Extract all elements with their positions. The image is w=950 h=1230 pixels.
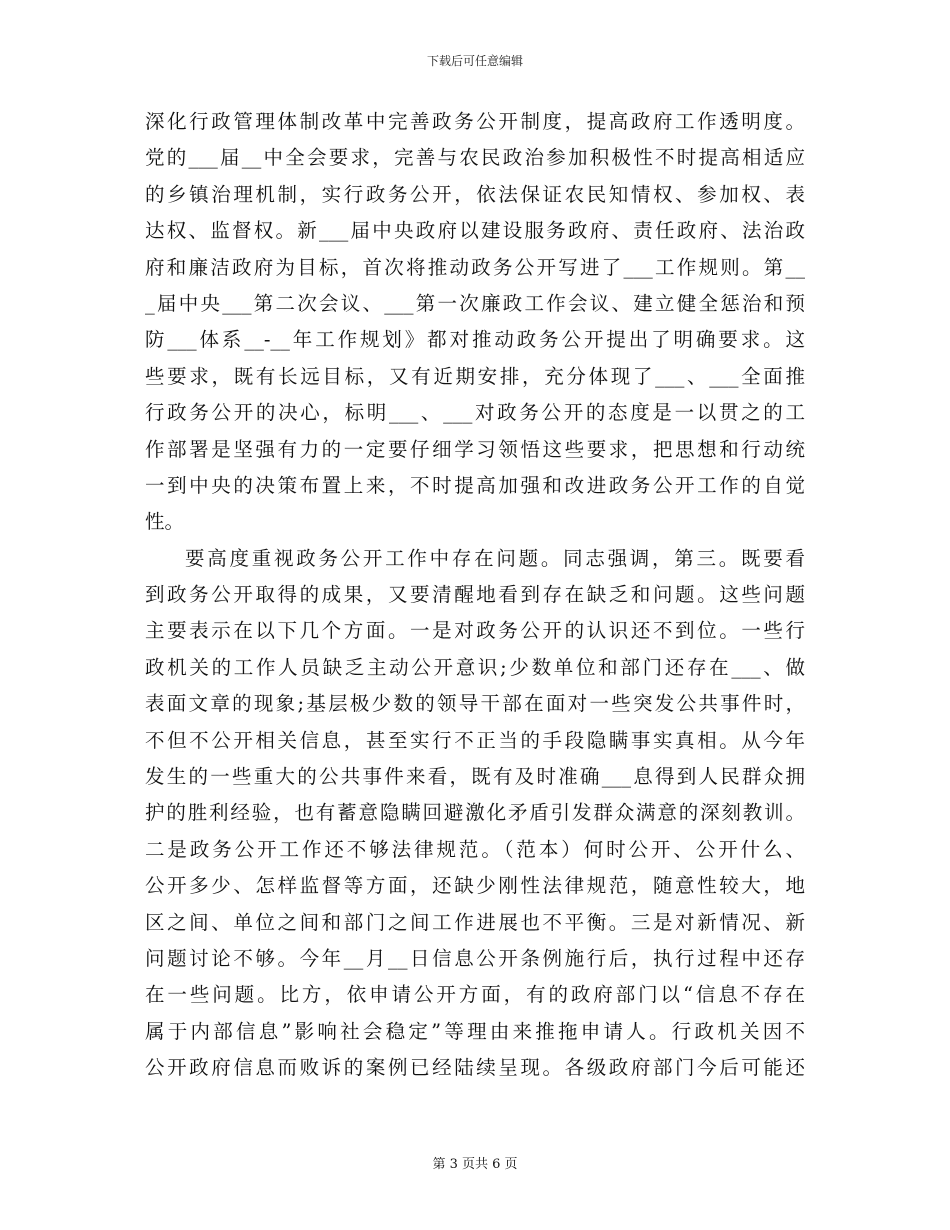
text-line: 在一些问题。比方，依申请公开方面，有的政府部门以“信息不存在: [145, 983, 805, 1007]
text-line: 党的___届__中全会要求，完善与农民政治参加积极性不时提高相适应: [145, 146, 805, 170]
text-line: 问题讨论不够。今年__月__日信息公开条例施行后，执行过程中还存: [145, 946, 805, 970]
text-line: 发生的一些重大的公共事件来看，既有及时准确___息得到人民群众拥: [145, 765, 805, 789]
text-line: 二是政务公开工作还不够法律规范。（范本）何时公开、公开什么、: [145, 837, 805, 861]
text-line: 行政务公开的决心，标明___、___对政务公开的态度是一以贯之的工: [145, 401, 805, 425]
paragraph-2: [145, 541, 805, 1087]
text-line: 达权、监督权。新___届中央政府以建设服务政府、责任政府、法治政: [145, 219, 805, 243]
text-line: 一到中央的决策布置上来，不时提高加强和改进政务公开工作的自觉: [145, 473, 805, 497]
text-line: 区之间、单位之间和部门之间工作进展也不平衡。三是对新情况、新: [145, 910, 805, 934]
text-line: 不但不公开相关信息，甚至实行不正当的手段隐瞒事实真相。从今年: [145, 728, 805, 752]
text-line: 政机关的工作人员缺乏主动公开意识;少数单位和部门还存在___、做: [145, 655, 805, 679]
text-line: 公开政府信息而败诉的案例已经陆续呈现。各级政府部门今后可能还: [145, 1056, 805, 1080]
text-line: 到政务公开取得的成果，又要清醒地看到存在缺乏和问题。这些问题: [145, 583, 805, 607]
text-line: 些要求，既有长远目标，又有近期安排，充分体现了___、___全面推: [145, 364, 805, 388]
text-line: 主要表示在以下几个方面。一是对政务公开的认识还不到位。一些行: [145, 619, 805, 643]
paragraph-1: [145, 104, 805, 541]
text-line: 作部署是坚强有力的一定要仔细学习领悟这些要求，把思想和行动统: [145, 437, 805, 461]
text-line: 表面文章的现象;基层极少数的领导干部在面对一些突发公共事件时，: [145, 692, 805, 716]
text-line: 护的胜利经验，也有蓄意隐瞒回避激化矛盾引发群众满意的深刻教训。: [145, 801, 805, 825]
text-line: 府和廉洁政府为目标，首次将推动政务公开写进了___工作规则。第__: [145, 255, 805, 279]
text-line: 的乡镇治理机制，实行政务公开，依法保证农民知情权、参加权、表: [145, 182, 805, 206]
text-line: 防___体系__-__年工作规划》都对推动政务公开提出了明确要求。这: [145, 328, 805, 352]
text-line: 要高度重视政务公开工作中存在问题。同志强调，第三。既要看: [185, 546, 805, 570]
page-number: 第 3 页共 6 页: [432, 1157, 518, 1172]
page-header: 下载后可任意编辑: [426, 54, 523, 68]
text-line: _届中央___第二次会议、___第一次廉政工作会议、建立健全惩治和预: [145, 291, 805, 315]
text-line: 公开多少、怎样监督等方面，还缺少刚性法律规范，随意性较大，地: [145, 874, 805, 898]
text-line: 深化行政管理体制改革中完善政务公开制度，提高政府工作透明度。: [145, 110, 805, 133]
text-line: 属于内部信息”影响社会稳定”等理由来推拖申请人。行政机关因不: [145, 1019, 805, 1043]
text-line: 性。: [145, 510, 185, 534]
document-body: [145, 104, 805, 1087]
